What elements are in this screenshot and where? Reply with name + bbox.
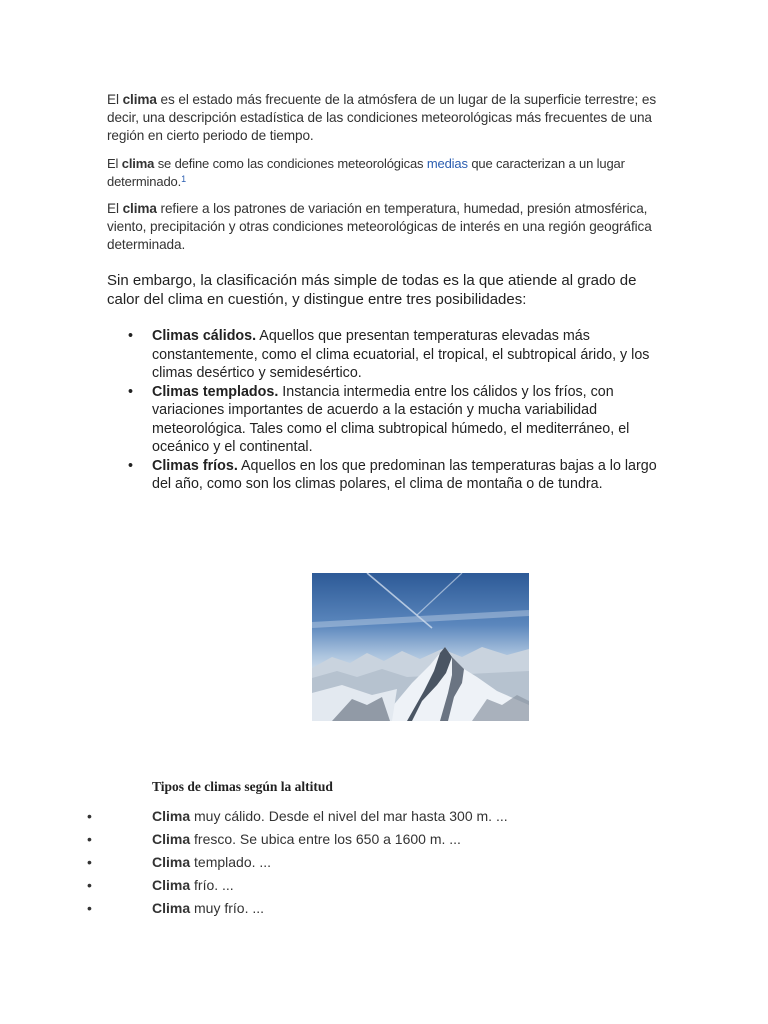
paragraph-definition-3: El clima refiere a los patrones de variación en temperatura, humedad, presión atmosférica, viento, precipitación y otras condiciones meteorológicas de interés en una región geográfica determinada. bbox=[107, 201, 652, 252]
bullet-icon: • bbox=[128, 383, 134, 400]
link-medias[interactable]: medias bbox=[426, 156, 468, 171]
bullet-icon: • bbox=[128, 328, 134, 344]
list-item: • Clima templado. ... bbox=[87, 854, 272, 870]
bullet-icon: • bbox=[87, 900, 92, 916]
bullet-icon: • bbox=[87, 831, 92, 847]
term-clima: clima bbox=[122, 92, 157, 107]
term-clima: clima bbox=[121, 156, 155, 171]
list-item: • Climas templados. Instancia intermedia entre los cálidos y los fríos, con variaciones importantes de acuerdo a la estación y mucha variabilidad meteorológica. Tales como el clima subtropical húmedo, el mediterráneo, el oceánico y el continental. bbox=[128, 383, 630, 455]
list-item: • Clima muy frío. ... bbox=[87, 900, 265, 916]
paragraph-classification: Sin embargo, la clasificación más simple de todas es la que atiende al grado de calor del clima en cuestión, y distingue entre tres posibilidades: bbox=[107, 272, 637, 308]
bullet-icon: • bbox=[128, 457, 134, 474]
list-item: • Climas cálidos. Aquellos que presentan temperaturas elevadas más constantemente, como el clima ecuatorial, el tropical, el subtropical árido, y los climas desértico y semidesértico. bbox=[128, 328, 650, 381]
bullet-icon: • bbox=[87, 854, 92, 870]
list-item: • Clima fresco. Se ubica entre los 650 a 1600 m. ... bbox=[87, 831, 461, 847]
bullet-icon: • bbox=[87, 808, 92, 824]
paragraph-definition-2: El clima se define como las condiciones meteorológicas medias que caracterizan a un lugar determinado.$^1$ bbox=[107, 156, 625, 189]
bullet-icon: • bbox=[87, 877, 92, 893]
list-item: • Climas fríos. Aquellos en los que predominan las temperaturas bajas a lo largo del año, como son los climas polares, el clima de montaña o de tundra. bbox=[128, 457, 657, 492]
paragraph-definition-1: El clima es el estado más frecuente de la atmósfera de un lugar de la superficie terrestre; es decir, una descripción estadística de las condiciones meteorológicas más frecuentes de una región en cierto periodo de tiempo. bbox=[107, 92, 657, 143]
list-item: • Clima frío. ... bbox=[87, 877, 234, 893]
section-subtitle: Tipos de climas según la altitud bbox=[152, 779, 333, 794]
list-item: • Clima muy cálido. Desde el nivel del mar hasta 300 m. ... bbox=[87, 808, 508, 824]
altitude-list bbox=[0, 806, 768, 921]
footnote-ref[interactable]: 1 bbox=[181, 174, 186, 184]
mountain-photo bbox=[312, 573, 529, 721]
climate-types-list bbox=[107, 327, 663, 494]
term-clima: clima bbox=[122, 201, 157, 216]
